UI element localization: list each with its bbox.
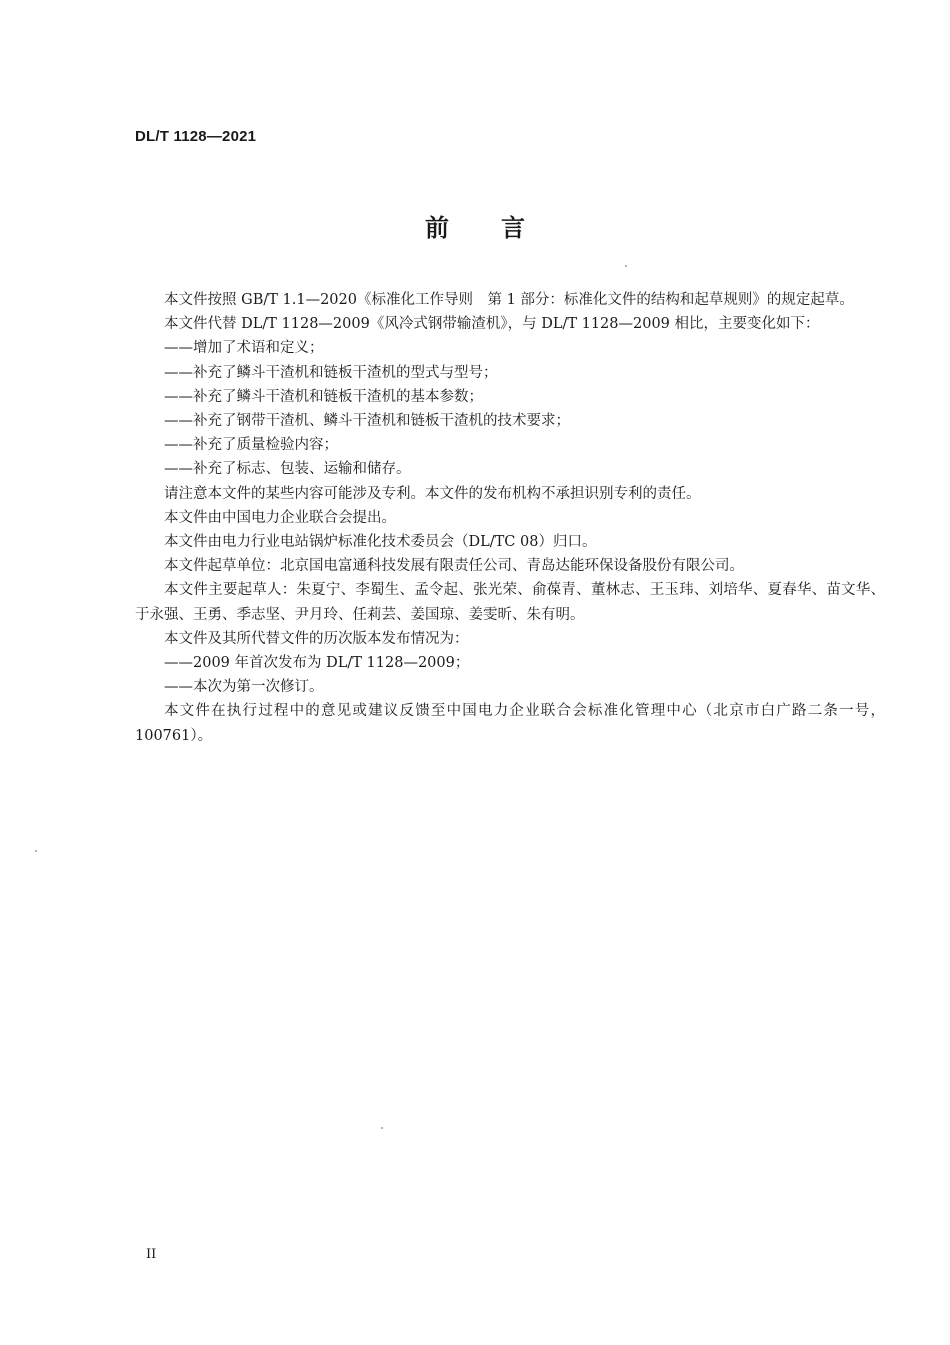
paragraph-feedback: 本文件在执行过程中的意见或建议反馈至中国电力企业联合会标准化管理中心（北京市白广路二条一号，100761）。 bbox=[135, 703, 885, 744]
paragraph-patent-notice: 请注意本文件的某些内容可能涉及专利。本文件的发布机构不承担识别专利的责任。 bbox=[164, 485, 701, 502]
foreword-body bbox=[135, 288, 885, 748]
paragraph-drafters: 本文件主要起草人：朱夏宁、李蜀生、孟令起、张光荣、俞葆青、董林志、王玉玮、刘培华、夏春华、苗文华、于永强、王勇、季志坚、尹月玲、任莉芸、姜国琼、姜雯昕、朱有明。 bbox=[135, 582, 885, 623]
change-item: ——补充了鳞斗干渣机和链板干渣机的型式与型号； bbox=[164, 364, 498, 381]
change-item: ——补充了质量检验内容； bbox=[164, 437, 338, 454]
scan-speck bbox=[381, 1127, 383, 1129]
paragraph-drafting-rules: 本文件按照 GB/T 1.1—2020《标准化工作导则 第 1 部分：标准化文件的结构和起草规则》的规定起草。 bbox=[164, 292, 854, 308]
paragraph-drafting-units: 本文件起草单位：北京国电富通科技发展有限责任公司、青岛达能环保设备股份有限公司。 bbox=[164, 558, 744, 575]
paragraph-replacement: 本文件代替 DL/T 1128—2009《风冷式钢带输渣机》，与 DL/T 1128—2009 相比，主要变化如下： bbox=[164, 316, 820, 333]
paragraph-proposer: 本文件由中国电力企业联合会提出。 bbox=[164, 509, 396, 526]
change-item: ——增加了术语和定义； bbox=[164, 340, 324, 357]
change-item: ——补充了钢带干渣机、鳞斗干渣机和链板干渣机的技术要求； bbox=[164, 413, 570, 430]
version-item: ——2009 年首次发布为 DL/T 1128—2009； bbox=[164, 655, 470, 672]
page-title: 前言 bbox=[425, 214, 577, 242]
standard-code: DL/T 1128—2021 bbox=[135, 128, 257, 145]
scan-speck bbox=[35, 850, 37, 852]
page-number: II bbox=[146, 1247, 157, 1262]
paragraph-version-history: 本文件及其所代替文件的历次版本发布情况为： bbox=[164, 630, 469, 647]
scan-speck bbox=[625, 265, 627, 267]
change-item: ——补充了鳞斗干渣机和链板干渣机的基本参数； bbox=[164, 388, 483, 405]
change-item: ——补充了标志、包装、运输和储存。 bbox=[164, 461, 411, 478]
paragraph-committee: 本文件由电力行业电站锅炉标准化技术委员会（DL/TC 08）归口。 bbox=[164, 534, 597, 551]
version-item: ——本次为第一次修订。 bbox=[164, 679, 324, 696]
